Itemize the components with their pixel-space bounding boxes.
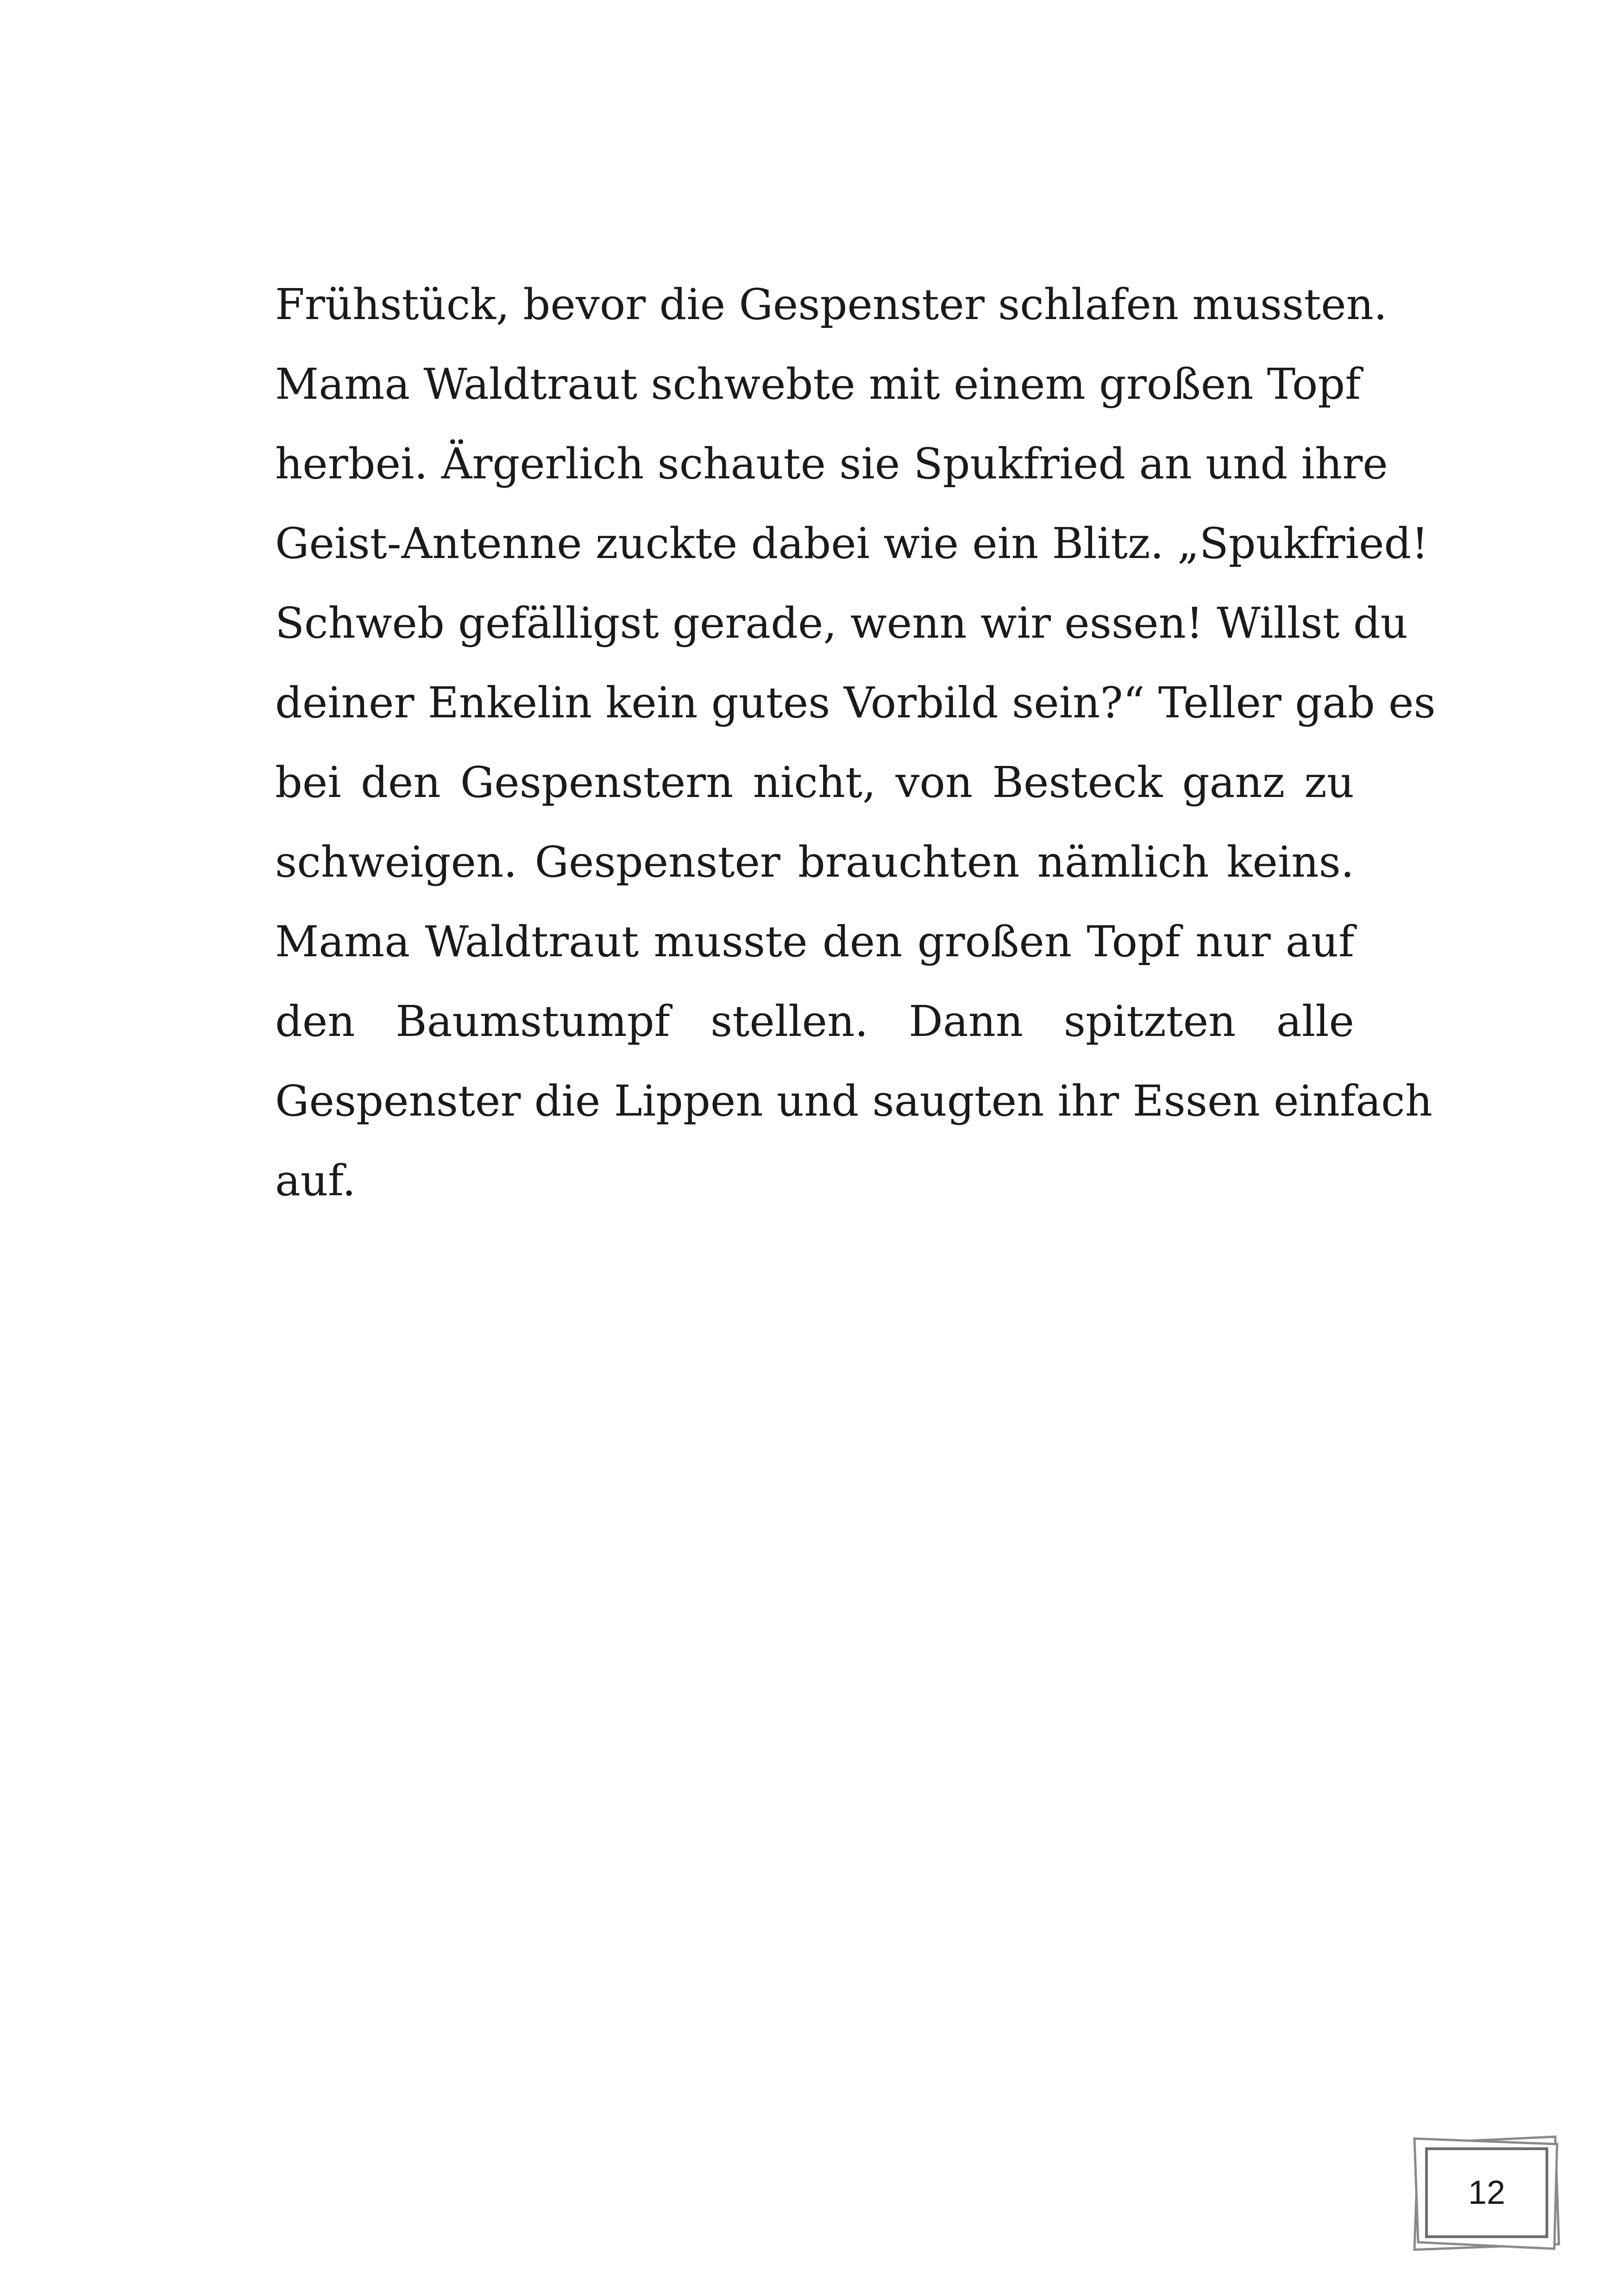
text-line-3: herbei. Ärgerlich schaute sie Spukfried an und ihre — [275, 439, 1388, 489]
text-line-10: den Baumstumpf stellen. Dann spitzten alle — [275, 997, 1354, 1046]
text-line-1: Frühstück, bevor die Gespenster schlafen mussten. — [275, 280, 1388, 329]
page-number-frame — [1408, 2130, 1565, 2255]
text-line-5: Schweb gefälligst gerade, wenn wir essen! Willst du — [275, 598, 1408, 648]
text-line-6: deiner Enkelin kein gutes Vorbild sein?“ Teller gab es — [275, 678, 1436, 728]
text-line-12: auf. — [275, 1156, 356, 1205]
text-line-11: Gespenster die Lippen und saugten ihr Essen einfach — [275, 1076, 1433, 1126]
text-line-7: bei den Gespenstern nicht, von Besteck ganz zu — [275, 758, 1354, 807]
text-line-2: Mama Waldtraut schwebte mit einem großen Topf — [275, 359, 1361, 409]
text-line-9: Mama Waldtraut musste den großen Topf nur auf — [275, 917, 1354, 966]
text-line-4: Geist-Antenne zuckte dabei wie ein Blitz. „Spukfried! — [275, 519, 1429, 568]
story-paragraph — [275, 265, 1436, 1221]
page-number: 12 — [1468, 2174, 1506, 2211]
text-line-8: schweigen. Gespenster brauchten nämlich keins. — [275, 837, 1354, 887]
